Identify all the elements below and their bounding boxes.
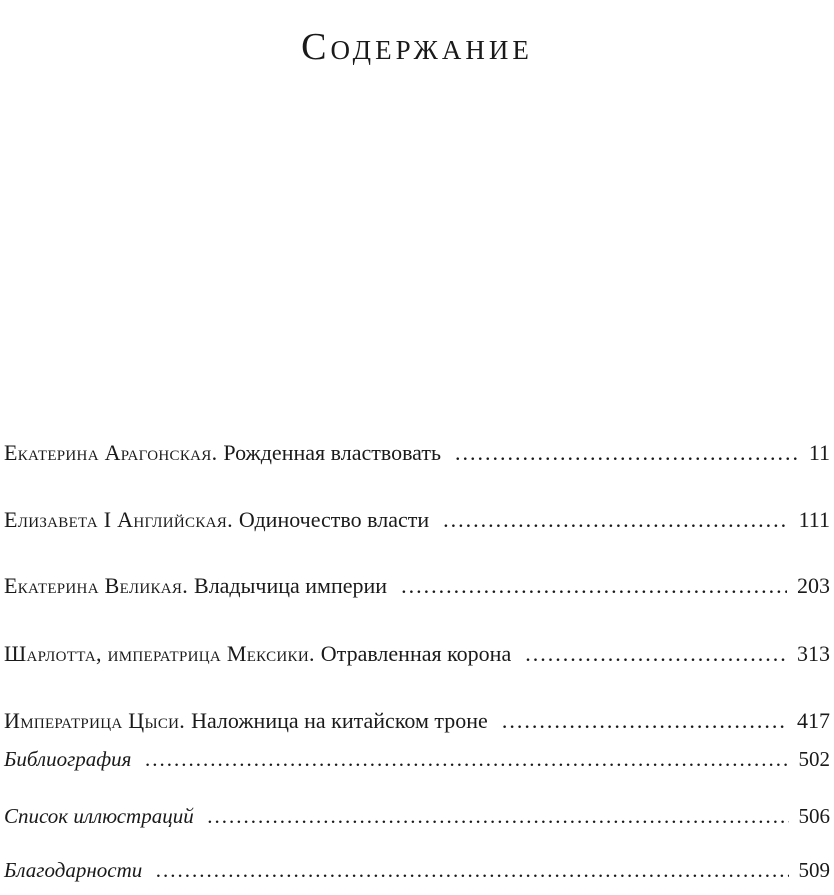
toc-entry-label: Библиография bbox=[4, 747, 132, 771]
dot-leader bbox=[443, 503, 788, 537]
toc-entry-catherine-of-aragon[interactable] bbox=[4, 436, 830, 470]
toc-entry-list-of-illustrations[interactable] bbox=[4, 799, 830, 833]
toc-page-number: 313 bbox=[797, 641, 830, 666]
page-title: Содержание bbox=[301, 26, 533, 69]
toc-entry-subtitle: Отравленная корона bbox=[320, 641, 512, 666]
toc-entry-name: Шарлотта, императрица Мексики. bbox=[4, 641, 315, 666]
dot-leader bbox=[156, 853, 788, 887]
toc-entry-subtitle: Наложница на китайском троне bbox=[191, 708, 488, 733]
toc-page-number: 509 bbox=[798, 858, 830, 882]
toc-page-number: 203 bbox=[797, 573, 830, 598]
toc-entry-label: Список иллюстраций bbox=[4, 804, 194, 828]
dot-leader bbox=[455, 436, 799, 470]
dot-leader bbox=[525, 637, 787, 671]
toc-entry-name: Императрица Цыси. bbox=[4, 708, 186, 733]
toc-page-number: 417 bbox=[797, 708, 830, 733]
toc-entry-name: Екатерина Арагонская. bbox=[4, 440, 218, 465]
toc-page-number: 11 bbox=[808, 440, 830, 465]
toc-entry-subtitle: Рожденная властвовать bbox=[223, 440, 442, 465]
dot-leader bbox=[145, 742, 788, 776]
toc-entry-charlotte-of-mexico[interactable] bbox=[4, 637, 830, 671]
toc-entry-catherine-the-great[interactable] bbox=[4, 569, 830, 603]
toc-entry-bibliography[interactable] bbox=[4, 742, 830, 776]
toc-entry-acknowledgements[interactable] bbox=[4, 853, 830, 887]
toc-entry-subtitle: Одиночество власти bbox=[238, 507, 430, 532]
dot-leader bbox=[502, 704, 787, 738]
dot-leader bbox=[401, 569, 787, 603]
toc-entry-name: Елизавета I Английская. bbox=[4, 507, 233, 532]
toc-entry-cixi[interactable] bbox=[4, 704, 830, 738]
toc-page-number: 502 bbox=[798, 747, 830, 771]
dot-leader bbox=[208, 799, 789, 833]
toc-page-number: 111 bbox=[798, 507, 830, 532]
toc-page-number: 506 bbox=[798, 804, 830, 828]
toc-entry-name: Екатерина Великая. bbox=[4, 573, 189, 598]
toc-entry-elizabeth-i[interactable] bbox=[4, 503, 830, 537]
toc-entry-subtitle: Владычица империи bbox=[194, 573, 388, 598]
toc-entry-label: Благодарности bbox=[4, 858, 143, 882]
